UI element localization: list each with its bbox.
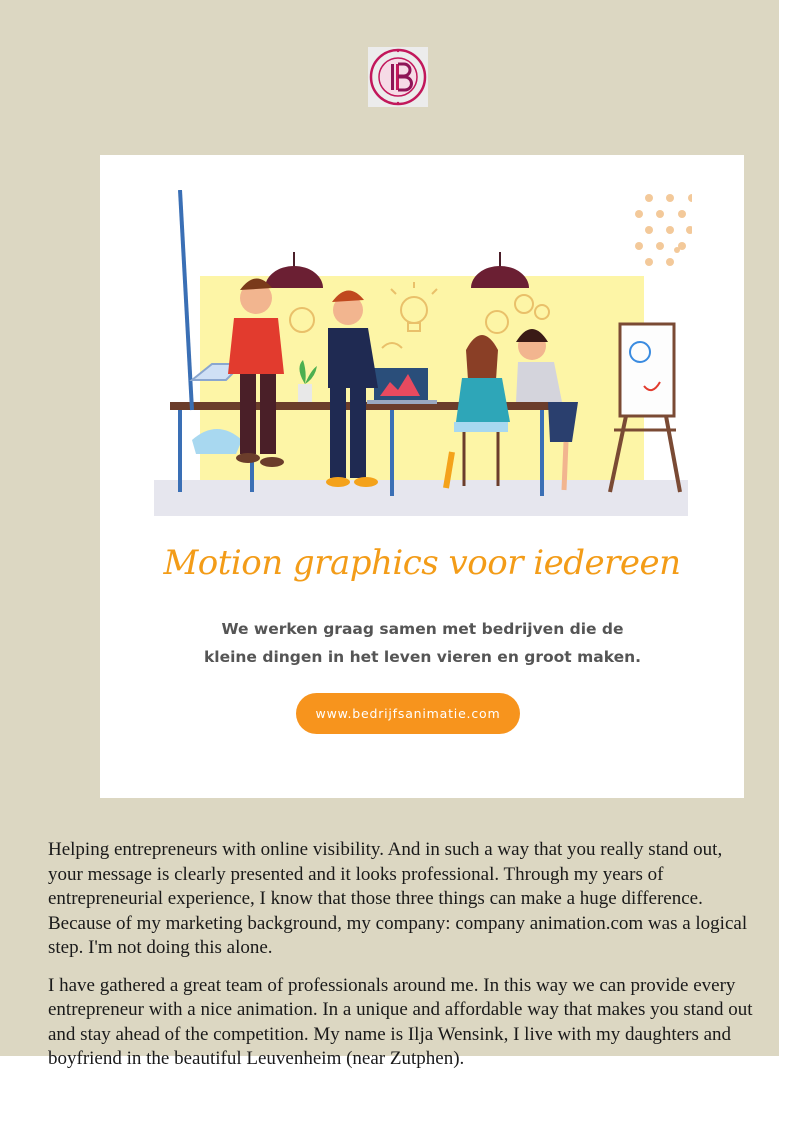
- card-subline: We werken graag samen met bedrijven die de kleine dingen in het leven vieren en groot maken.: [203, 620, 642, 666]
- card-headline: Motion graphics voor iedereen: [163, 543, 681, 583]
- body-text: [48, 838, 753, 1085]
- company-logo: [368, 47, 428, 107]
- promo-card: [100, 155, 744, 798]
- body-paragraph: Helping entrepreneurs with online visibility. And in such a way that you really stand out, your message is clearly presented and it looks professional. Through my years of entrepreneurial experience, I know that those three things can make a huge difference. Because of my marketing background, my company: company animation.com was a logical step. I'm not doing this alone.: [48, 839, 748, 958]
- website-button[interactable]: www.bedrijfsanimatie.com: [296, 693, 520, 734]
- team-illustration: [152, 190, 692, 530]
- body-paragraph: I have gathered a great team of professionals around me. In this way we can provide every entrepreneur with a nice animation. In a unique and affordable way that makes you stand out and stay ahead of the competition. My name is Ilja Wensink, I live with my daughters and boyfriend in the beautiful Leuvenheim (near Zutphen).: [48, 974, 753, 1069]
